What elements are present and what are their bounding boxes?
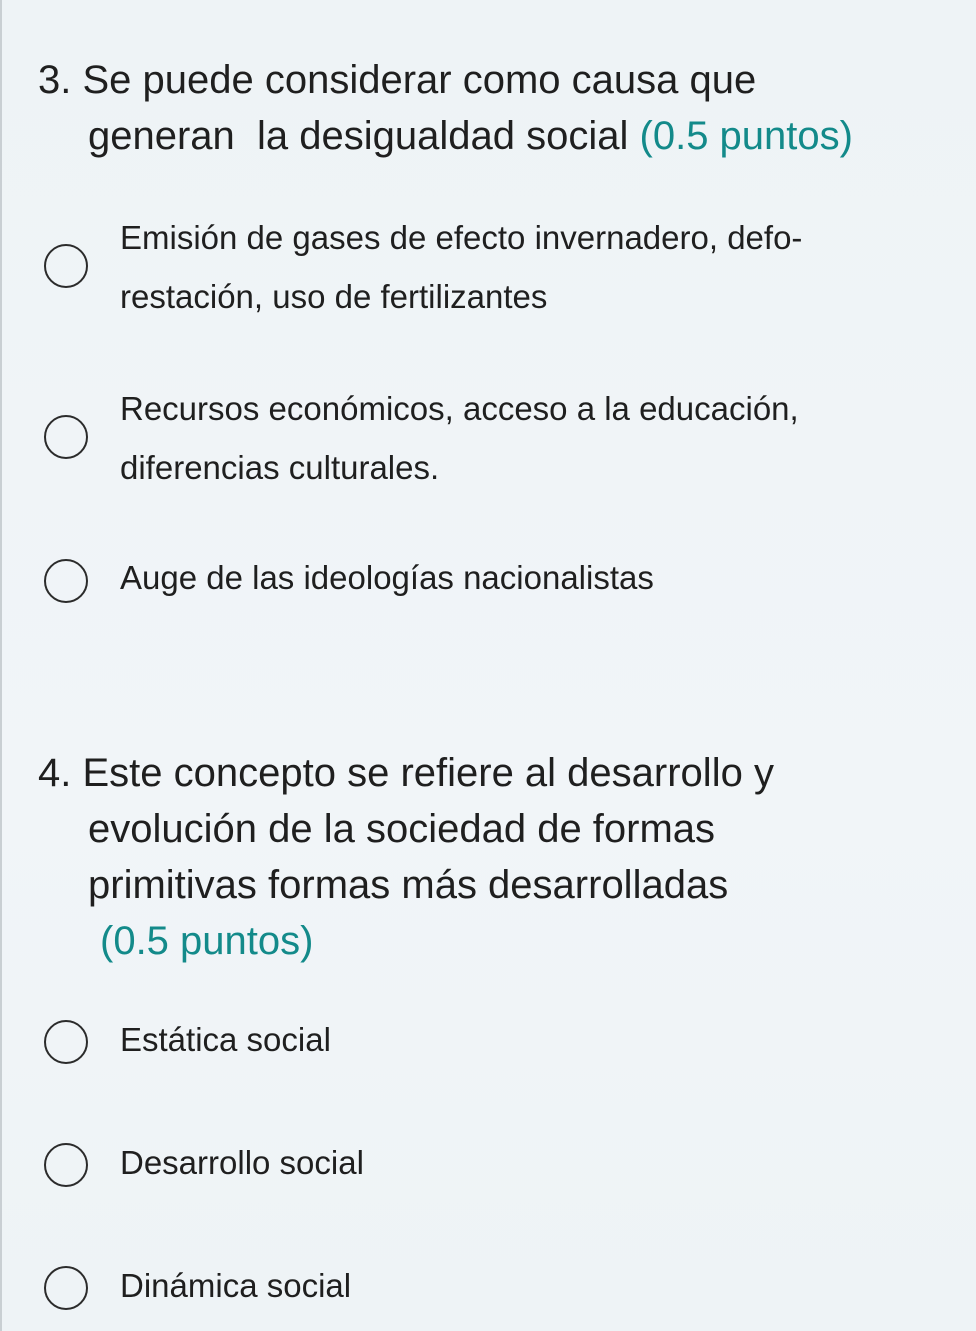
q3-option-3-label: Auge de las ideologías nacionalistas <box>120 559 654 596</box>
radio-button[interactable] <box>44 559 88 603</box>
q4-option-3-label: Dinámica social <box>120 1267 352 1304</box>
radio-button[interactable] <box>44 244 88 288</box>
question-3-text: generan la desigualdad social <box>88 114 640 158</box>
radio-button[interactable] <box>44 1266 88 1310</box>
question-3-line-1: 3. Se puede considerar como causa que <box>38 58 757 102</box>
q3-option-1-label: Emisión de gases de efecto invernadero, defo- restación, uso de fertilizantes <box>120 219 803 315</box>
question-3 <box>38 52 938 164</box>
question-4-line-1: 4. Este concepto se refiere al desarrollo y <box>38 751 774 795</box>
radio-button[interactable] <box>44 1143 88 1187</box>
radio-button[interactable] <box>44 415 88 459</box>
question-4-points: (0.5 puntos) <box>100 919 314 963</box>
question-3-points: (0.5 puntos) <box>639 114 853 158</box>
question-4-line-3: primitivas formas más desarrolladas <box>88 863 729 907</box>
q4-option-1-label: Estática social <box>120 1021 331 1058</box>
question-4 <box>38 745 938 969</box>
question-4-line-2: evolución de la sociedad de formas <box>88 807 716 851</box>
q3-option-2-label: Recursos económicos, acceso a la educación, diferencias culturales. <box>120 390 799 486</box>
question-3-line-2 <box>38 108 938 164</box>
q4-option-2-label: Desarrollo social <box>120 1144 364 1181</box>
radio-button[interactable] <box>44 1020 88 1064</box>
